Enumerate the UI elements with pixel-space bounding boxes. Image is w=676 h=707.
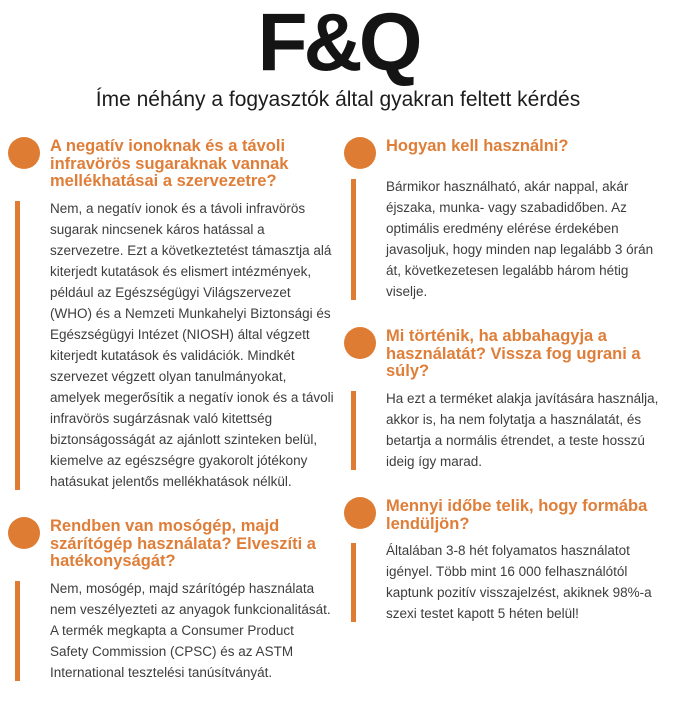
- bullet-circle-icon: [8, 137, 40, 169]
- answer-accent-bar: [15, 581, 20, 681]
- bullet-circle-icon: [8, 517, 40, 549]
- faq-answer: Nem, a negatív ionok és a távoli infravörös sugarak nincsenek káros hatással a szervezetre. Ezt a következtetést támasztja alá kiterjedt kutatások és elismert intézmények, például az Egészségügyi Világszervezet (WHO) és a Nemzeti Munkahelyi Biztonsági és Egészségügyi Intézet (NIOSH) által végzett kiterjedt kutatások és validációk. Mindkét szervezet végzett olyan tanulmányokat, amelyek megerősítik a negatív ionok és a távoli infravörös sugárzásnak való kitettség biztonságosságát az ajánlott szinteken belül, kiemelve az egészségre gyakorolt jótékony hatásukat jelentős mellékhatások nélkül.: [50, 200, 334, 489]
- answer-bar-wrap: [342, 533, 386, 624]
- answer-accent-bar: [351, 543, 356, 622]
- faq-item: [342, 326, 670, 472]
- answer-accent-bar: [15, 201, 20, 490]
- bullet-circle-icon: [344, 137, 376, 169]
- bullet-circle-icon: [344, 327, 376, 359]
- faq-question: Hogyan kell használni?: [386, 137, 569, 155]
- faq-columns: [6, 136, 670, 707]
- answer-accent-bar: [351, 391, 356, 470]
- faq-column-2: [342, 136, 670, 707]
- faq-item: [342, 136, 670, 302]
- faq-answer: Általában 3-8 hét folyamatos használatot igényel. Több mint 16 000 felhasználótól kaptunk pozitív visszajelzést, akiknek 98%-a szexi testet kapott 5 héten belül!: [386, 543, 652, 622]
- answer-accent-bar: [351, 179, 356, 300]
- faq-answer: Bármikor használható, akár nappal, akár éjszaka, munka- vagy szabadidőben. Az optimális eredmény elérése érdekében javasoljuk, hogy minden nap legalább 3 órán át, következetesen legalább három hétig viselje.: [386, 179, 654, 299]
- page-subtitle: Íme néhány a fogyasztók által gyakran feltett kérdés: [95, 88, 581, 111]
- page-title: F&Q: [257, 0, 419, 88]
- faq-question: Rendben van mosógép, majd szárítógép használata? Elveszíti a hatékonyságát?: [50, 516, 316, 571]
- answer-bar-wrap: [342, 381, 386, 472]
- answer-bar-wrap: [6, 191, 50, 492]
- answer-bar-wrap: [6, 571, 50, 683]
- page-header: [6, 2, 670, 112]
- faq-item: [6, 136, 334, 492]
- faq-column-1: [6, 136, 334, 707]
- faq-answer: Nem, mosógép, majd szárítógép használata nem veszélyezteti az anyagok funkcionalitását. A termék megkapta a Consumer Product Safety Commission (CPSC) és az ASTM International tesztelési tanúsítványát.: [50, 580, 331, 680]
- faq-question: Mi történik, ha abbahagyja a használatát? Vissza fog ugrani a súly?: [386, 327, 641, 381]
- faq-item: [342, 496, 670, 624]
- faq-answer: Ha ezt a terméket alakja javítására használja, akkor is, ha nem folytatja a használatát, és betartja a normális étrendet, a teste hosszú ideig így marad.: [386, 390, 659, 469]
- faq-item: [6, 516, 334, 683]
- bullet-circle-icon: [344, 497, 376, 529]
- answer-bar-wrap: [342, 169, 386, 302]
- faq-question: A negatív ionoknak és a távoli infravörös sugaraknak vannak mellékhatásai a szervezetre?: [50, 137, 289, 191]
- faq-question: Mennyi időbe telik, hogy formába lendüljön?: [386, 496, 648, 533]
